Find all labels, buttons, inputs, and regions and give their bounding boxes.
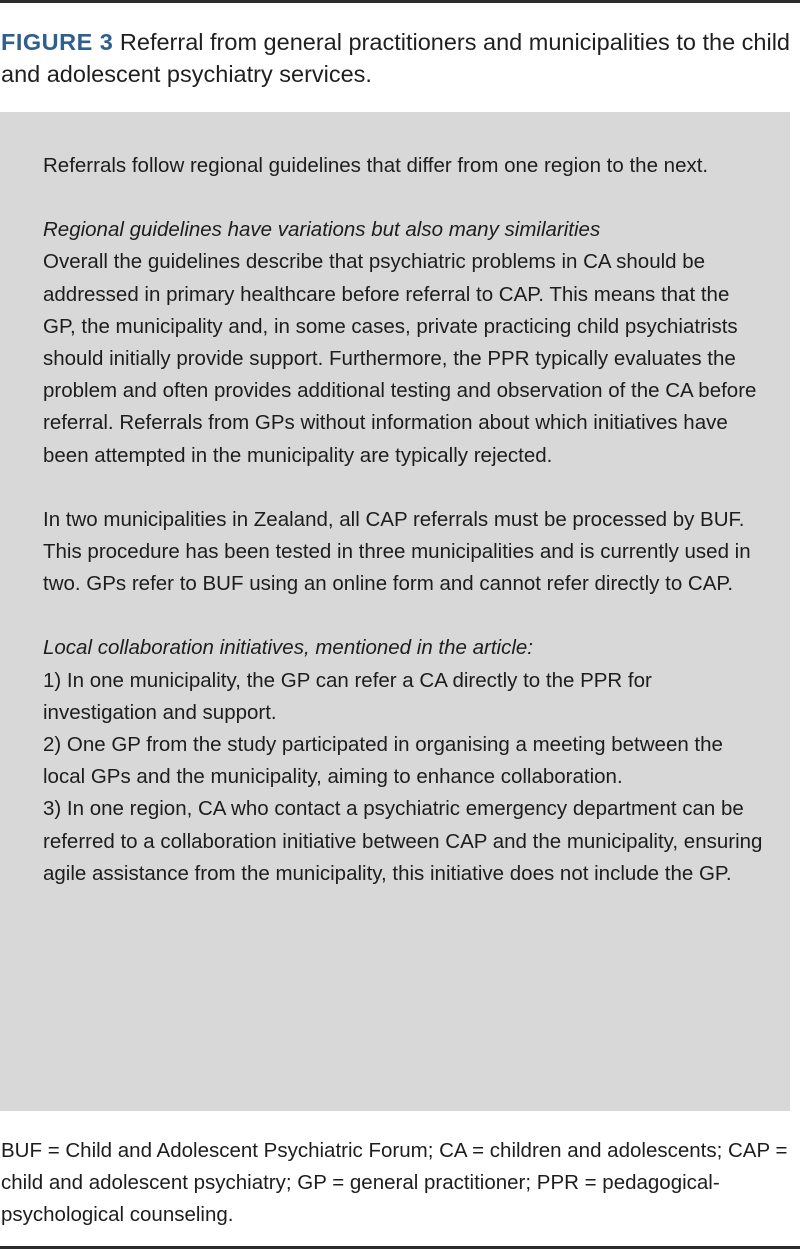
intro-paragraph: Referrals follow regional guidelines that differ from one region to the next. bbox=[43, 154, 709, 177]
initiative-item-2: 2) One GP from the study participated in organising a meeting between the local GPs and the municipality, aiming to enhance collaboration. bbox=[43, 733, 723, 789]
initiative-item-1: 1) In one municipality, the GP can refer a CA directly to the PPR for investigation and support. bbox=[43, 668, 652, 724]
section-heading-regional: Regional guidelines have variations but also many similarities bbox=[43, 218, 601, 242]
section-heading-local: Local collaboration initiatives, mentioned in the article: bbox=[43, 636, 533, 660]
figure-caption bbox=[1, 26, 799, 90]
abbreviation-footnote: BUF = Child and Adolescent Psychiatric Forum; CA = children and adolescents; CAP = child and adolescent psychiatry; GP = general practitioner; PPR = pedagogical-psychological counseling. bbox=[1, 1139, 788, 1227]
paragraph-spacer bbox=[43, 600, 763, 632]
zealand-paragraph: In two municipalities in Zealand, all CAP referrals must be processed by BUF. This procedure has been tested in three municipalities and is currently used in two. GPs refer to BUF using an online form and cannot refer directly to CAP. bbox=[43, 507, 751, 596]
initiative-item-3: 3) In one region, CA who contact a psychiatric emergency department can be referred to a collaboration initiative between CAP and the municipality, ensuring agile assistance from the municipality, this initiative does not include the GP. bbox=[43, 797, 763, 885]
regional-paragraph: Overall the guidelines describe that psychiatric problems in CA should be addressed in primary healthcare before referral to CAP. This means that the GP, the municipality and, in some cases, private practicing child psychiatrists should initially provide support. Furthermore, the PPR typically evaluates the problem and often provides additional testing and observation of the CA before referral. Referrals from GPs without information about which initiatives have been attempted in the municipality are typically rejected. bbox=[43, 250, 757, 467]
paragraph-spacer bbox=[43, 472, 763, 504]
figure-label: FIGURE 3 bbox=[1, 29, 114, 55]
paragraph-spacer bbox=[43, 182, 763, 214]
top-rule bbox=[0, 0, 800, 3]
text-box-body bbox=[43, 150, 763, 890]
figure-caption-text: Referral from general practitioners and municipalities to the child and adolescent psychiatry services. bbox=[1, 29, 790, 87]
text-box bbox=[0, 112, 790, 1111]
bottom-rule bbox=[0, 1246, 800, 1249]
